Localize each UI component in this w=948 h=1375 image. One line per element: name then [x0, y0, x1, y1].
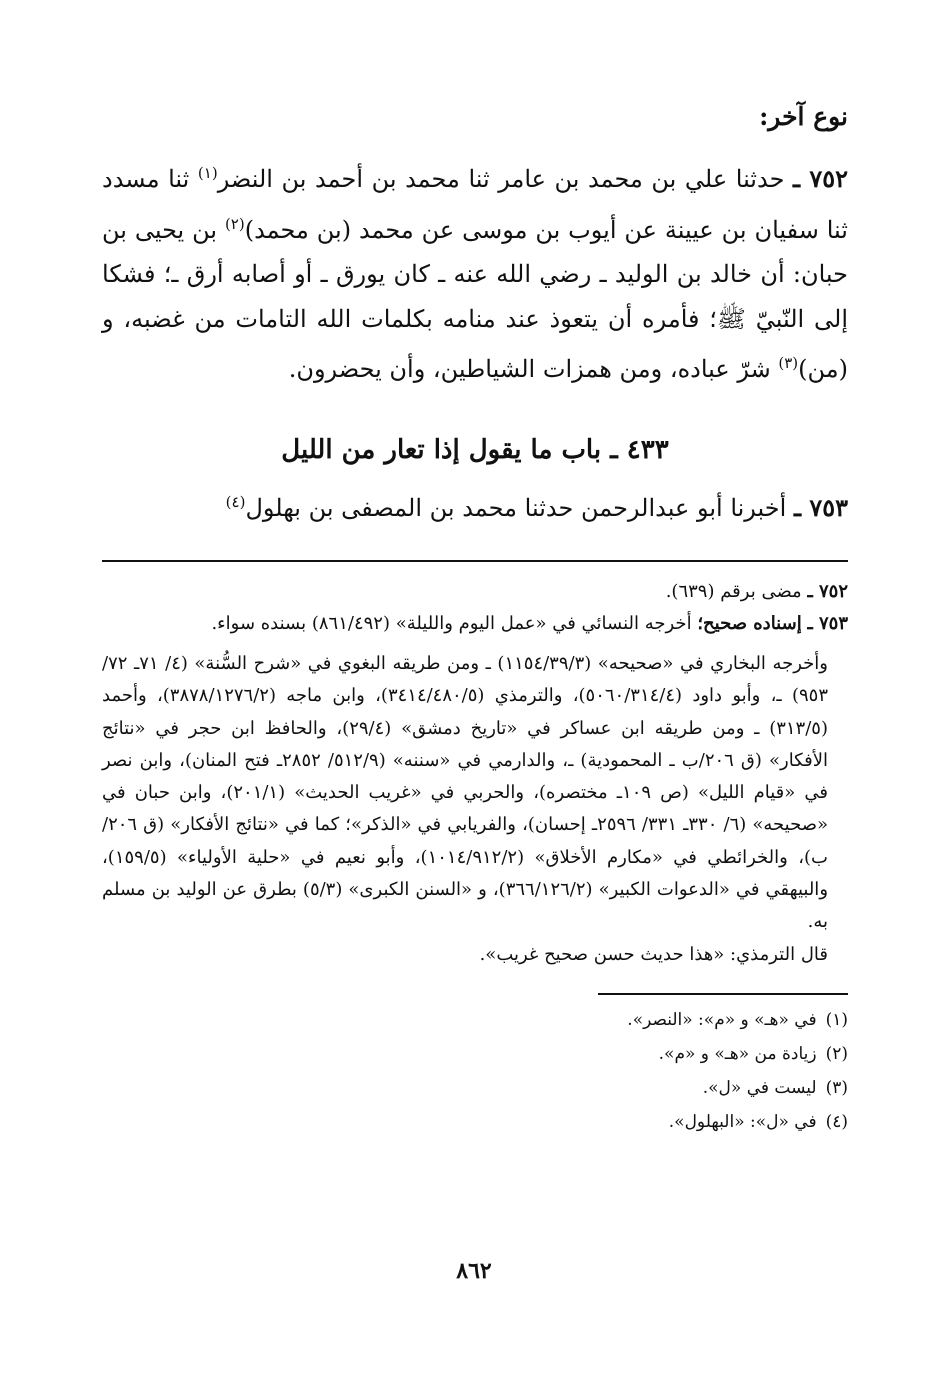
footnote-ref: (٢) — [224, 214, 245, 233]
footnote-number: (٤) — [825, 1111, 848, 1132]
note-752 — [102, 576, 848, 608]
hadith-text: أخبرنا أبو عبدالرحمن حدثنا محمد بن المصفى بن بهلول — [245, 493, 787, 522]
footnote-text: ليست في «ل». — [702, 1077, 817, 1098]
section-label: نوع آخر: — [759, 102, 848, 131]
hadith-text: ثنا مسدد ثنا سفيان بن عيينة عن أيوب بن موسى عن محمد (بن محمد) — [102, 165, 848, 244]
hadith-text: شرّ عباده، ومن همزات الشياطين، وأن يحضرون. — [288, 355, 771, 383]
hadith-text: حدثنا علي بن محمد بن عامر ثنا محمد بن أحمد بن النضر — [217, 165, 785, 193]
footnote-ref: (١) — [197, 164, 218, 182]
footnote-number: (١) — [825, 1009, 848, 1030]
footnote-number: (٣) — [825, 1077, 848, 1098]
footnote-ref: (٤) — [225, 492, 246, 511]
note-text: أخرجه النسائي في «عمل اليوم والليلة» (٨٦١/٤٩٢) بسنده سواء. — [211, 613, 692, 634]
chapter-heading: ٤٣٣ ـ باب ما يقول إذا تعار من الليل — [281, 434, 669, 465]
tirmidhi-note: قال الترمذي: «هذا حديث حسن صحيح غريب». — [479, 943, 828, 965]
footnote-1 — [102, 1003, 848, 1037]
footnote-3 — [102, 1071, 848, 1105]
note-753 — [102, 608, 848, 640]
grading-text: إسناده صحيح؛ — [697, 613, 802, 634]
hadith-753 — [102, 480, 848, 531]
footnote-text: زيادة من «هـ» و «م». — [658, 1043, 817, 1064]
notes-divider — [102, 560, 848, 562]
footnote-divider — [598, 993, 848, 995]
footnote-2 — [102, 1037, 848, 1071]
note-text: مضى برقم (٦٣٩). — [665, 581, 802, 602]
hadith-number: ٧٥٣ ـ — [793, 492, 848, 522]
takhrij-paragraph: وأخرجه البخاري في «صحيحه» (١١٥٤/٣٩/٣) ـ ومن طريقه البغوي في «شرح السُّنة» (٤/ ٧١ـ ٧٢/ ٩٥٣) ـ، وأبو داود (٥٠٦٠/٣١٤/٤)، والترمذي (٣٤١٤/٤٨٠/٥)، وابن ماجه (٣٨٧٨/١٢٧٦/٢)، وأحمد (٣١٣/٥) ـ ومن طريقه ابن عساكر في «تاريخ دمشق» (٢٩/٤)، والحافظ ابن حجر في «نتائج الأفكار» (ق ٢٠٦/ب ـ المحمودية) ـ، والدارمي في «سننه» (٥١٢/٩/ ٢٨٥٢ـ فتح المنان)، وابن نصر في «قيام الليل» (ص ١٠٩ـ مختصره)، والحربي في «غريب الحديث» (٢٠١/١)، وابن حبان في «صحيحه» (٦/ ٣٣٠ـ ٣٣١/ ٢٥٩٦ـ إحسان)، والفريابي في «الذكر»؛ كما في «نتائج الأفكار» (ق ٢٠٦/ب)، والخرائطي في «مكارم الأخلاق» (١٠١٤/٩١٢/٢)، وأبو نعيم في «حلية الأولياء» (١٥٩/٥)، والبيهقي في «الدعوات الكبير» (٣٦٦/١٢٦/٢)، و «السنن الكبرى» (٥/٣) بطرق عن الوليد بن مسلم به. — [102, 653, 829, 933]
hadith-text: بن يحيى بن حبان: أن خالد بن الوليد ـ رضي الله عنه ـ كان يورق ـ أو أصابه أرق ـ؛ فشكا إلى النّبيّ ﷺ؛ فأمره أن يتعوذ عند منامه بكلمات الله التامات من غضبه، و (من) — [102, 215, 848, 383]
footnote-ref: (٣) — [778, 354, 799, 372]
hadith-752 — [102, 151, 848, 392]
page-body — [102, 95, 848, 1139]
footnote-text: في «هـ» و «م»: «النصر». — [627, 1009, 817, 1030]
footnote-4 — [102, 1105, 848, 1139]
page-number: ٨٦٢ — [456, 1258, 492, 1284]
footnotes — [102, 1003, 848, 1139]
note-number: ٧٥٢ ـ — [807, 581, 848, 602]
note-number: ٧٥٣ ـ — [807, 613, 848, 634]
footnote-number: (٢) — [825, 1043, 848, 1064]
hadith-number: ٧٥٢ ـ — [792, 164, 848, 193]
footnote-text: في «ل»: «البهلول». — [668, 1111, 817, 1132]
